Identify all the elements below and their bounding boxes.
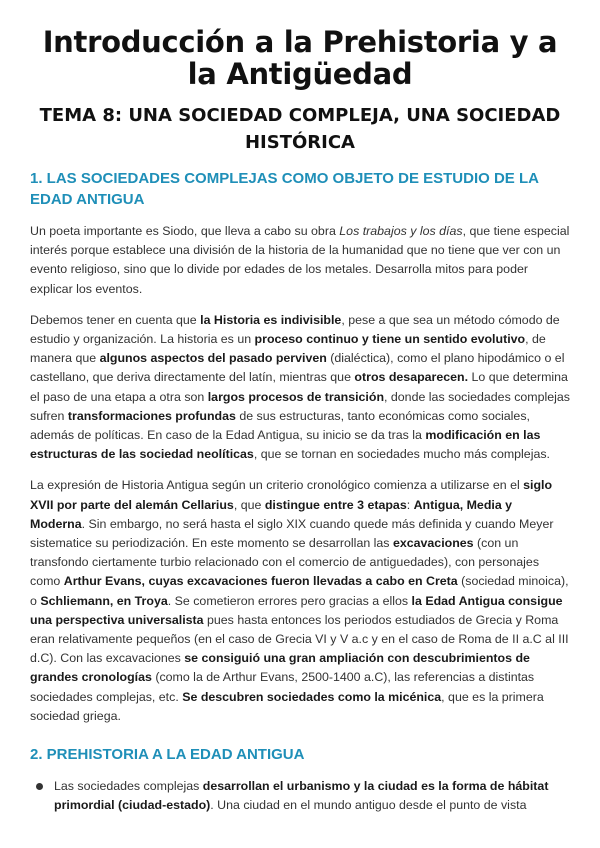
bold-text: Se descubren sociedades como la micénica bbox=[182, 689, 442, 704]
text-run: , donde las sociedades complejas sufren bbox=[30, 389, 570, 423]
text-run: (sociedad minoica), o bbox=[30, 574, 569, 608]
bold-text: modificación en las estructuras de las sociedad neolíticas bbox=[30, 428, 541, 462]
bold-text: otros desaparecen. bbox=[354, 370, 469, 385]
bullet-icon bbox=[36, 783, 43, 790]
bullet-list bbox=[30, 777, 570, 815]
text-run: (como la de Arthur Evans, 2500-1400 a.C), las referencias a distintas sociedades complejas, etc. bbox=[30, 670, 535, 704]
text-run: Lo que determina el paso de una etapa a otra son bbox=[30, 370, 568, 404]
paragraph-2 bbox=[30, 311, 570, 465]
book-title: Los trabajos y los días bbox=[339, 224, 463, 238]
section-2-heading: 2. PREHISTORIA A LA EDAD ANTIGUA bbox=[30, 746, 305, 764]
text-run: , que es la primera sociedad griega. bbox=[30, 689, 544, 723]
text-run: . Una ciudad en el mundo antiguo desde el punto de vista bbox=[210, 798, 527, 813]
topic-title: TEMA 8: UNA SOCIEDAD COMPLEJA, UNA SOCIEDAD HISTÓRICA bbox=[39, 105, 561, 153]
text-run: pues hasta entonces los periodos estudiados de Grecia y Roma eran relativamente pequeños (en el caso de Grecia VI y V a.c y en el caso de Roma de II a.C al III d.C). Con las excavaciones bbox=[30, 612, 569, 666]
text-run: , pese a que sea un método cómodo de estudio y organización. La historia es un bbox=[30, 312, 560, 347]
text-run: : bbox=[406, 497, 414, 512]
bold-text: Antigua, Media y Moderna bbox=[30, 497, 513, 531]
bold-text: excavaciones bbox=[392, 536, 474, 551]
bold-text: siglo XVII por parte del alemán Cellarius bbox=[30, 478, 553, 512]
bold-text: proceso continuo y tiene un sentido evolutivo bbox=[254, 332, 526, 347]
paragraph-1 bbox=[30, 222, 570, 299]
text-run: (dialéctica), como el plano hipodámico o el castellano, que deriva directamente del latín, mientras que bbox=[30, 351, 565, 385]
paragraph-3 bbox=[30, 476, 570, 726]
bold-text: la Edad Antigua consigue una perspectiva universalista bbox=[30, 593, 563, 627]
bold-text: algunos aspectos del pasado perviven bbox=[99, 351, 327, 366]
bold-text: desarrollan el urbanismo y la ciudad es la forma de hábitat primordial (ciudad-estado) bbox=[54, 779, 549, 813]
text-run: de sus estructuras, tanto económicas como sociales, además de políticas. En caso de la Edad Antigua, su inicio se da tras la bbox=[30, 408, 530, 443]
bold-text: transformaciones profundas bbox=[67, 408, 236, 423]
text-run: (con un transfondo ciertamente turbio relacionado con el comercio de antiguedades), con personajes como bbox=[30, 536, 540, 589]
bold-text: distingue entre 3 etapas bbox=[264, 497, 407, 512]
text-run: , que se tornan en sociedades mucho más complejas. bbox=[253, 447, 550, 462]
text-run: , que tiene especial interés porque establece una división de la historia de la humanidad que no tiene que ver con un evento religioso, sino que lo divide por edades de los metales. Desarrolla mitos para poder explicar los eventos. bbox=[30, 224, 570, 296]
text-run: . Se cometieron errores pero gracias a ellos bbox=[167, 593, 412, 608]
text-run: Un poeta importante es Siodo, que lleva a cabo su obra bbox=[30, 224, 340, 238]
text-run: Debemos tener en cuenta que bbox=[30, 312, 201, 327]
text-run: La expresión de Historia Antigua según un criterio cronológico comienza a utilizarse en el bbox=[30, 478, 524, 493]
text-run: Las sociedades complejas bbox=[54, 779, 203, 794]
document-title: Introducción a la Prehistoria y a la Antigüedad bbox=[42, 25, 558, 91]
list-item bbox=[30, 777, 570, 815]
text-run: . Sin embargo, no será hasta el siglo XIX cuando quede más definida y cuando Meyer sistematice su periodización. En este momento se desarrollan las bbox=[30, 516, 554, 551]
bold-text: largos procesos de transición bbox=[207, 389, 385, 404]
text-run: , que bbox=[233, 497, 265, 512]
text-run: , de manera que bbox=[30, 332, 546, 366]
bold-text: la Historia es indivisible bbox=[200, 312, 342, 327]
section-1-heading: 1. LAS SOCIEDADES COMPLEJAS COMO OBJETO DE ESTUDIO DE LA EDAD ANTIGUA bbox=[30, 170, 539, 208]
bold-text: se consiguió una gran ampliación con descubrimientos de grandes cronologías bbox=[30, 651, 530, 685]
bold-text: Schliemann, en Troya bbox=[40, 593, 168, 608]
bold-text: Arthur Evans, cuyas excavaciones fueron llevadas a cabo en Creta bbox=[63, 574, 458, 589]
